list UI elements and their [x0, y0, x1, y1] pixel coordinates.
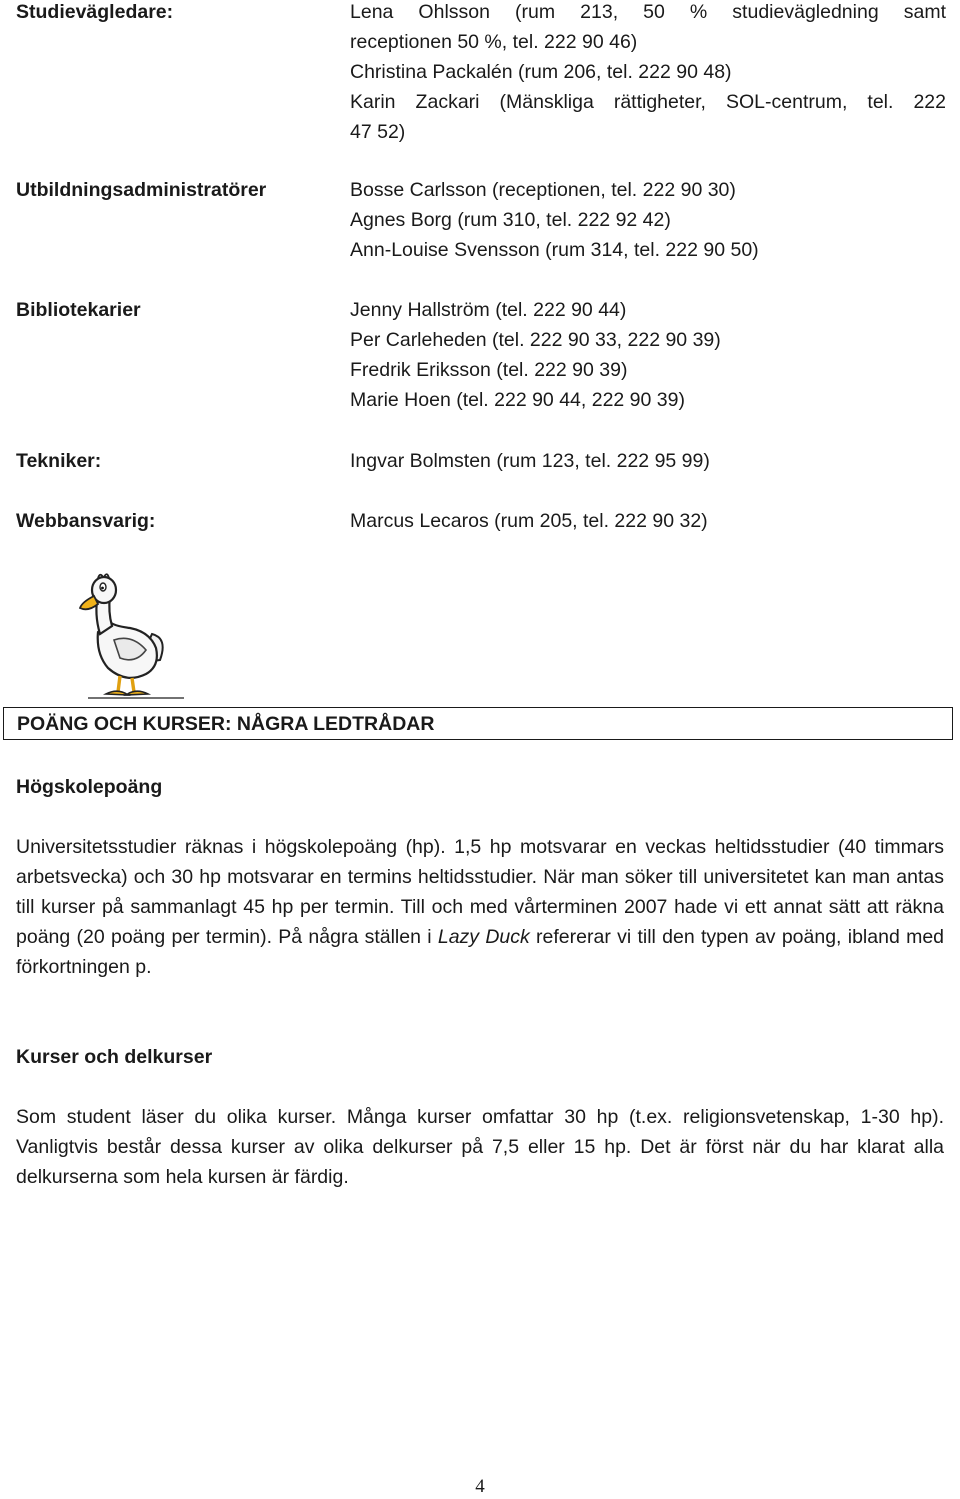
person-line: Lena Ohlsson (rum 213, 50 % studievägledning samt — [350, 1, 946, 23]
person-line: Jenny Hallström (tel. 222 90 44) — [350, 299, 627, 321]
contact-group-tekniker — [16, 446, 946, 476]
contact-group-utbildningsadministratorer — [16, 175, 946, 265]
person-line: Marcus Lecaros (rum 205, tel. 222 90 32) — [350, 510, 708, 532]
person-line: Fredrik Eriksson (tel. 222 90 39) — [350, 359, 628, 381]
person-line: receptionen 50 %, tel. 222 90 46) — [350, 31, 638, 53]
person-line: 47 52) — [350, 121, 406, 143]
contact-group-webbansvarig — [16, 506, 946, 536]
person-line: Agnes Borg (rum 310, tel. 222 92 42) — [350, 209, 671, 231]
paragraph-hogskolepoang — [16, 832, 944, 982]
contact-group-bibliotekarier — [16, 295, 946, 415]
person-line: Karin Zackari (Mänskliga rättigheter, SOL-centrum, tel. 222 — [350, 91, 946, 113]
person-line: Marie Hoen (tel. 222 90 44, 222 90 39) — [350, 389, 685, 411]
person-line: Ann-Louise Svensson (rum 314, tel. 222 90 50) — [350, 239, 759, 261]
people-list — [350, 295, 946, 415]
role-label: Studievägledare: — [16, 1, 174, 23]
person-line: Bosse Carlsson (receptionen, tel. 222 90 30) — [350, 179, 736, 201]
people-list — [350, 506, 946, 536]
paragraph-kurser: Som student läser du olika kurser. Många kurser omfattar 30 hp (t.ex. religionsvetenskap, 1-30 hp). Vanligtvis består dessa kurser av olika delkurser på 7,5 eller 15 hp. Det är först när du har klarat alla delkurserna som hela kursen är färdig. — [16, 1106, 944, 1188]
person-line: Christina Packalén (rum 206, tel. 222 90 48) — [350, 61, 732, 83]
heading-kurser: Kurser och delkurser — [16, 1046, 213, 1068]
paragraph-text: refererar vi till den typen av poäng, ibland med förkortningen p. — [16, 926, 945, 978]
person-line: Ingvar Bolmsten (rum 123, tel. 222 95 99) — [350, 450, 710, 472]
person-line: Per Carleheden (tel. 222 90 33, 222 90 39) — [350, 329, 721, 351]
duck-icon — [76, 572, 188, 702]
heading-hogskolepoang: Högskolepoäng — [16, 776, 163, 798]
role-label: Utbildningsadministratörer — [16, 179, 267, 201]
paragraph-text: Universitetsstudier räknas i högskolepoäng (hp). 1,5 hp motsvarar en veckas heltidsstudier (40 timmars arbetsvecka) och 30 hp motsvarar en termins heltidsstudier. När man söker till universitetet kan man antas till kurser på sammanlagt 45 hp per termin. Till och med vårterminen 2007 hade vi ett annat sätt att räkna poäng (20 poäng per termin). På några ställen i — [16, 836, 944, 948]
page-number: 4 — [475, 1476, 485, 1497]
role-label: Bibliotekarier — [16, 299, 141, 321]
people-list — [350, 0, 946, 147]
lazy-duck-title: Lazy Duck — [437, 926, 530, 948]
people-list — [350, 446, 946, 476]
people-list — [350, 175, 946, 265]
role-label: Tekniker: — [16, 450, 102, 472]
section-header-box — [3, 707, 953, 740]
role-label: Webbansvarig: — [16, 510, 156, 532]
section-title: POÄNG OCH KURSER: NÅGRA LEDTRÅDAR — [17, 713, 435, 735]
contact-group-studievagledare — [16, 0, 946, 147]
